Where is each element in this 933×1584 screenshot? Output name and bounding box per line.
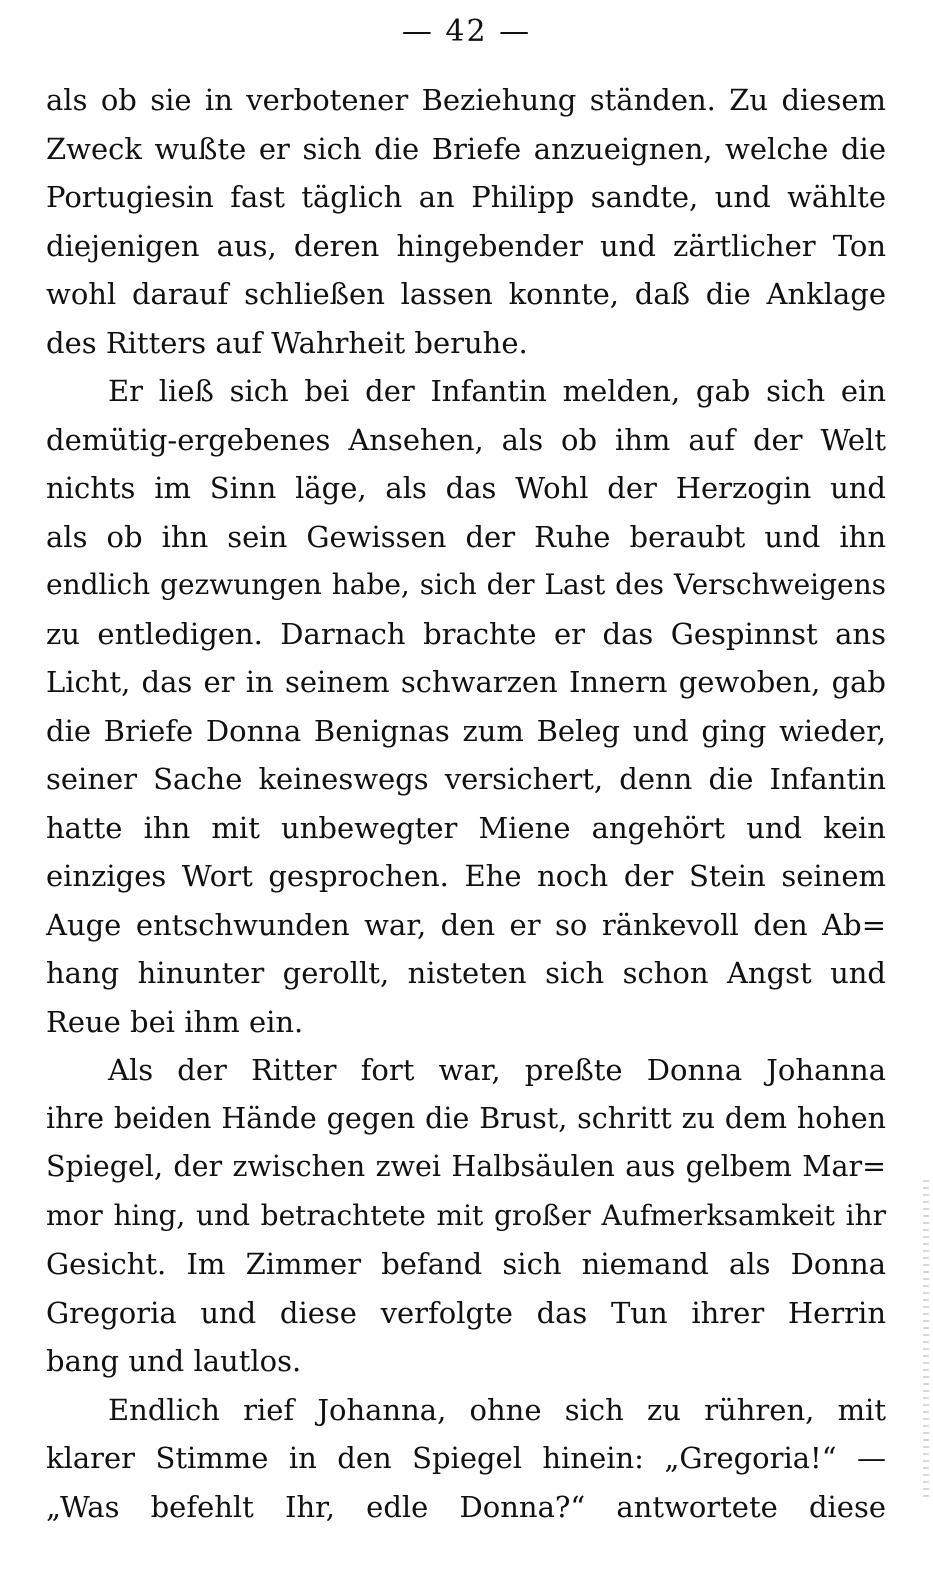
text-line: wohl darauf schließen lassen konnte, daß die Anklage [46, 277, 886, 311]
page-number: — 42 — [401, 14, 532, 49]
text-line: einziges Wort gesprochen. Ehe noch der Stein seinem [46, 859, 886, 893]
text-line: Er ließ sich bei der Infantin melden, gab sich ein [108, 374, 886, 408]
text-line: Gesicht. Im Zimmer befand sich niemand als Donna [46, 1247, 886, 1281]
text-line: Spiegel, der zwischen zwei Halbsäulen aus gelbem Mar= [46, 1150, 886, 1183]
text-line: als ob sie in verbotener Beziehung ständen. Zu diesem [46, 83, 886, 117]
text-line: „Was befehlt Ihr, edle Donna?“ antwortete diese [46, 1489, 886, 1524]
text-line: des Ritters auf Wahrheit beruhe. [46, 325, 528, 360]
text-line: hang hinunter gerollt, nisteten sich schon Angst und [46, 956, 886, 990]
text-line: bang und lautlos. [46, 1344, 302, 1378]
paragraph [46, 1046, 886, 1386]
text-line: demütig-ergebenes Ansehen, als ob ihm auf der Welt [46, 422, 886, 457]
text-line: die Briefe Donna Benignas zum Beleg und ging wieder, [46, 713, 886, 748]
text-line: klarer Stimme in den Spiegel hinein: „Gregoria!“ — [46, 1441, 886, 1475]
text-line: hatte ihn mit unbewegter Miene angehört und kein [46, 810, 886, 845]
text-line: mor hing, und betrachtete mit großer Aufmerksamkeit ihr [46, 1198, 886, 1232]
text-line: nichts im Sinn läge, als das Wohl der Herzogin und [46, 471, 886, 505]
text-line: Endlich rief Johanna, ohne sich zu rühren, mit [108, 1392, 886, 1427]
body-text [46, 76, 886, 1531]
text-line: diejenigen aus, deren hingebender und zärtlicher Ton [46, 228, 886, 263]
text-line: ihre beiden Hände gegen die Brust, schritt zu dem hohen [46, 1101, 886, 1135]
text-line: Auge entschwunden war, den er so ränkevoll den Ab= [46, 907, 886, 942]
text-line: Gregoria und diese verfolgte das Tun ihrer Herrin [46, 1295, 886, 1330]
text-line: Zweck wußte er sich die Briefe anzueignen, welche die [46, 131, 886, 166]
paragraph [46, 1386, 886, 1532]
scan-edge-noise [923, 1180, 929, 1500]
text-line: endlich gezwungen habe, sich der Last des Verschweigens [46, 568, 886, 601]
text-line: als ob ihn sein Gewissen der Ruhe beraubt und ihn [46, 519, 886, 554]
text-line: Licht, das er in seinem schwarzen Innern gewoben, gab [46, 665, 886, 699]
text-line: Reue bei ihm ein. [46, 1004, 304, 1039]
paragraph [46, 367, 886, 1046]
text-line: zu entledigen. Darnach brachte er das Gespinnst ans [46, 616, 886, 651]
text-line: Portugiesin fast täglich an Philipp sandte, und wählte [46, 180, 886, 214]
paragraph [46, 76, 886, 367]
text-line: Als der Ritter fort war, preßte Donna Johanna [108, 1053, 886, 1087]
text-line: seiner Sache keineswegs versichert, denn die Infantin [46, 762, 886, 796]
